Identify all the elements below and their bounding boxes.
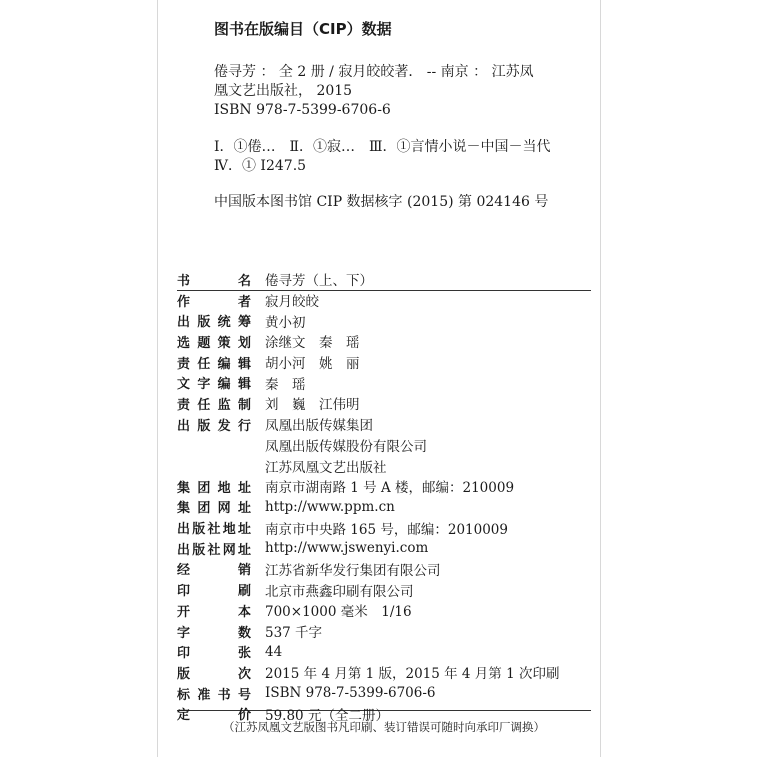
- colophon-row: [177, 683, 591, 704]
- printing-notice: （江苏凤凰文艺版图书凡印刷、装订错误可随时向承印厂调换）: [223, 720, 545, 734]
- colophon-label: 经 销: [177, 563, 251, 579]
- colophon-label: 印 刷: [177, 584, 251, 600]
- colophon-value: 凤凰出版传媒集团: [265, 418, 373, 435]
- cip-line-1: 倦寻芳 ： 全 2 册 / 寂月皎皎著． -- 南京 ： 江苏凤: [214, 64, 534, 80]
- colophon-value: 黄小初: [265, 314, 306, 331]
- colophon-value: ISBN 978-7-5399-6706-6: [265, 685, 436, 702]
- colophon-row: [177, 559, 591, 580]
- colophon-value: 刘 巍 江伟明: [265, 397, 360, 414]
- colophon-value: http://www.jswenyi.com: [265, 540, 429, 557]
- colophon-row: [177, 455, 591, 476]
- colophon-label: 标准书号: [177, 687, 251, 703]
- colophon-label: 责任编辑: [177, 356, 251, 372]
- colophon-value: 2015 年 4 月第 1 版，2015 年 4 月第 1 次印刷: [265, 666, 560, 683]
- colophon-value: 胡小河 姚 丽: [265, 356, 360, 373]
- colophon-value: 秦 瑶: [265, 376, 306, 393]
- colophon-row: [177, 600, 591, 621]
- colophon-label: 出版社地址: [177, 522, 251, 538]
- colophon-row: [177, 331, 591, 352]
- colophon-label: 字 数: [177, 625, 251, 641]
- cip-line-3: ISBN 978-7-5399-6706-6: [214, 102, 391, 118]
- cip-line-4: Ⅰ．①倦… Ⅱ．①寂… Ⅲ．①言情小说－中国－当代: [214, 139, 551, 155]
- colophon-value: http://www.ppm.cn: [265, 498, 395, 515]
- colophon-row: [177, 414, 591, 435]
- colophon-value: 北京市燕鑫印刷有限公司: [265, 583, 414, 600]
- colophon-value: 寂月皎皎: [265, 294, 319, 311]
- colophon-value: 南京市湖南路 1 号 A 楼，邮编：210009: [265, 480, 515, 497]
- cip-line-6: 中国版本图书馆 CIP 数据核字 (2015) 第 024146 号: [214, 194, 549, 210]
- colophon-label: 作 者: [177, 294, 251, 310]
- colophon-row: [177, 310, 591, 331]
- colophon-label: 书 名: [177, 273, 251, 289]
- colophon-label: 定 价: [177, 708, 251, 724]
- colophon-value: 江苏凤凰文艺出版社: [265, 459, 387, 476]
- colophon-row: [177, 476, 591, 497]
- colophon-label: 出版统筹: [177, 315, 251, 331]
- colophon-value: 700×1000 毫米 1/16: [265, 604, 412, 621]
- colophon-row: [177, 538, 591, 559]
- colophon-label: 出版社网址: [177, 542, 251, 558]
- colophon-row: [177, 372, 591, 393]
- colophon-value: 涂继文 秦 瑶: [265, 335, 360, 352]
- colophon-value: 南京市中央路 165 号，邮编：2010009: [265, 521, 508, 538]
- colophon-value: 44: [265, 643, 283, 660]
- colophon-label: 出版发行: [177, 418, 251, 434]
- colophon-row: [177, 497, 591, 518]
- colophon-label: 版 次: [177, 666, 251, 682]
- colophon-value: 537 千字: [265, 625, 323, 642]
- colophon-row: [177, 621, 591, 642]
- colophon-row: [177, 641, 591, 662]
- colophon-table: [177, 269, 591, 724]
- colophon-label: 集团地址: [177, 480, 251, 496]
- cip-block: [214, 18, 574, 212]
- colophon-row: [177, 435, 591, 456]
- colophon-row: [177, 290, 591, 311]
- colophon-row: [177, 517, 591, 538]
- cip-title: 图书在版编目（CIP）数据: [214, 20, 392, 38]
- colophon-row: [177, 393, 591, 414]
- colophon-row: [177, 269, 591, 290]
- cip-line-5: Ⅳ．① I247.5: [214, 158, 307, 174]
- colophon-row: [177, 352, 591, 373]
- colophon-row: [177, 662, 591, 683]
- colophon-value: 倦寻芳（上、下）: [265, 273, 373, 290]
- colophon-label: 印 张: [177, 646, 251, 662]
- colophon-label: 责任监制: [177, 397, 251, 413]
- colophon-label: 集团网址: [177, 501, 251, 517]
- colophon-value: 凤凰出版传媒股份有限公司: [265, 438, 427, 455]
- colophon-value: 江苏省新华发行集团有限公司: [265, 562, 441, 579]
- colophon-row: [177, 579, 591, 600]
- colophon-label: 选题策划: [177, 335, 251, 351]
- colophon-label: 文字编辑: [177, 377, 251, 393]
- colophon-label: 开 本: [177, 604, 251, 620]
- colophon-value: 59.80 元（全二册）: [265, 707, 389, 724]
- cip-line-2: 凰文艺出版社， 2015: [214, 83, 353, 99]
